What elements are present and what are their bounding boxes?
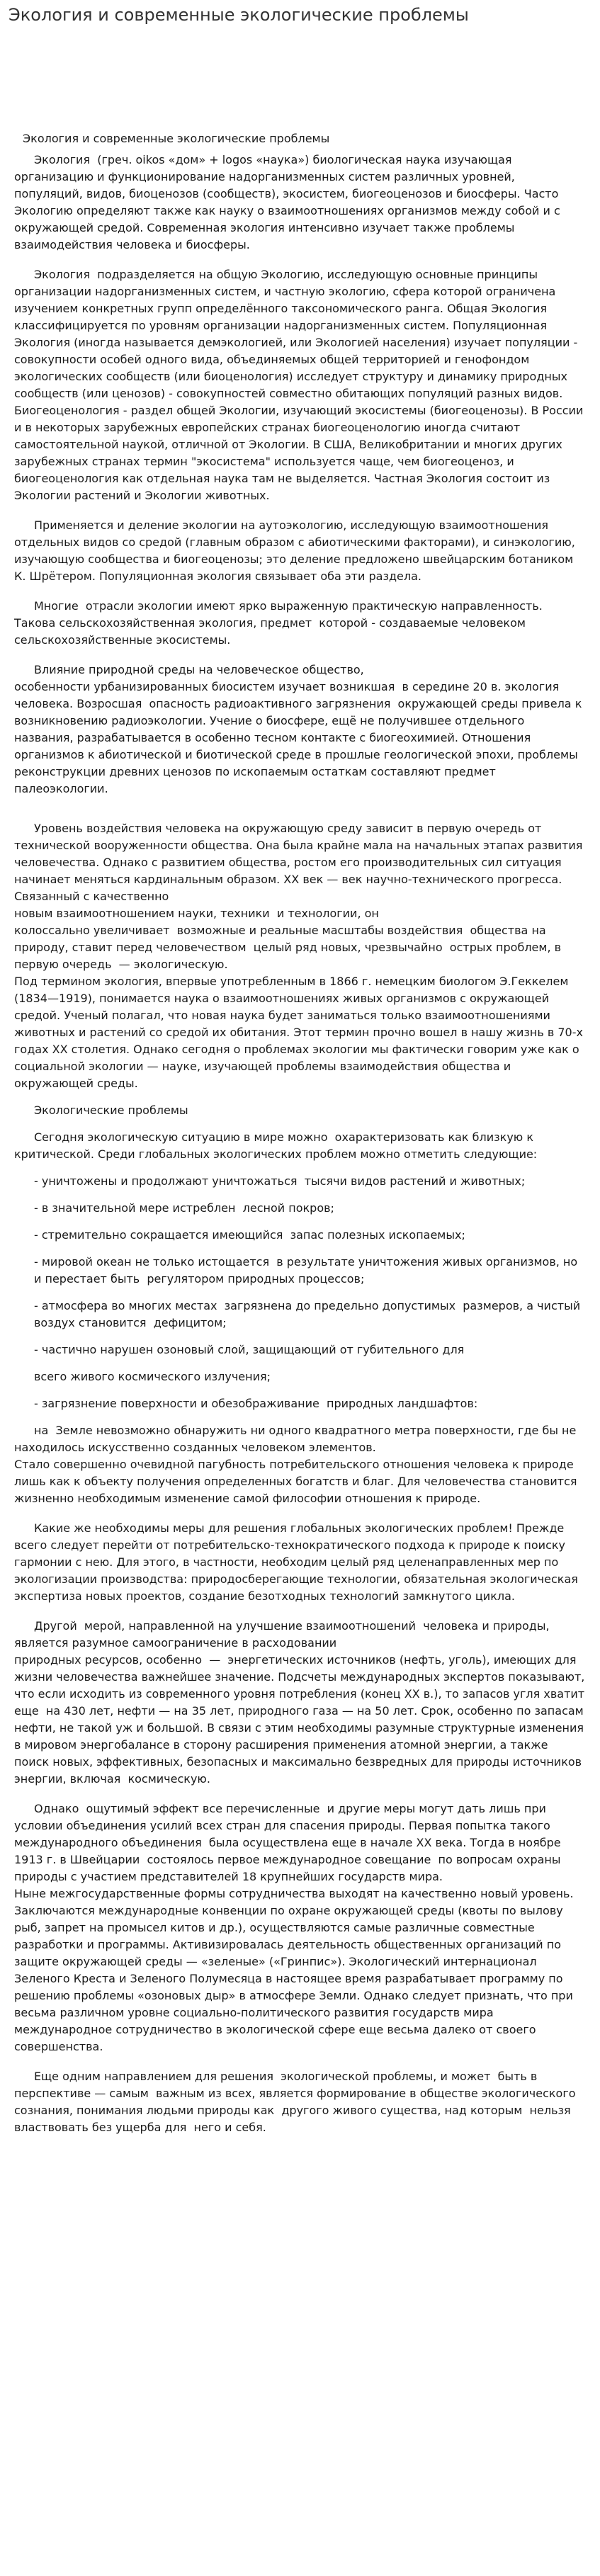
paragraph-2: Экология подразделяется на общую Экологию, исследующую основные принципы организации надорганизменных систем, и частную экологию, сфера которой ограничена изучением конкретных групп определённого таксономического ранга. Общая Экология классифицируется по уровням организации надорганизменных систем. Популяционная Экология (иногда называется демэкологией, или Экологией населения) изучает популяции - совокупности особей одного вида, объединяемых общей территорией и генофондом экологических сообществ (или биоценология) исследует структуру и динамику природных сообществ (или ценозов) - совокупностей совместно обитающих популяций разных видов. Биогеоценология - раздел общей Экологии, изучающий экосистемы (биогеоценозы). В России и в некоторых зарубежных европейских странах биогеоценологию иногда считают самостоятельной наукой, отличной от Экологии. В США, Великобритании и многих других зарубежных странах термин "экосистема" используется чаще, чем биогеоценоз, и биогеоценология как отдельная наука там не выделяется. Частная Экология состоит из Экологии растений и Экологии животных. (14, 268, 587, 502)
closing-paragraph-3: Другой мерой, направленной на улучшение взаимоотношений человека и природы, является разумное самоограничение в расходовании природных ресурсов, особенно — энергетических источников (нефть, уголь), имеющих для жизни человечества важнейшее значение. Подсчеты международных экспертов показывают, что если исходить из современного уровня потребления (конец XX в.), то запасов угля хватит еще на 430 лет, нефти — на 35 лет, природного газа — на 50 лет. Срок, особенно по запасам нефти, не такой уж и большой. В связи с этим необходимы разумные структурные изменения в мировом энергобалансе в сторону расширения применения атомной энергии, а также поиск новых, эффективных, безопасных и максимально безвредных для природы источников энергии, включая космическую. (14, 1619, 585, 1786)
article-body (0, 25, 600, 2136)
paragraph-6: Уровень воздействия человека на окружающую среду зависит в первую очередь от технической вооруженности общества. Она была крайне мала на начальных этапах развития человечества. Однако с развитием общества, ростом его производительных сил ситуация начинает меняться кардинальным образом. XX век — век научно-технического прогресса. Связанный с качественно новым взаимоотношением науки, техники и технологии, он колоссально увеличивает возможные и реальные масштабы воздействия общества на природу, ставит перед человечеством целый ряд новых, чрезвычайно острых проблем, в первую очередь — экологическую. (14, 822, 583, 971)
list-item: - в значительной мере истреблен лесной покров; (34, 1201, 334, 1215)
problems-intro: Сегодня экологическую ситуацию в мире можно охарактеризовать как близкую к критической. Среди глобальных экологических проблем можно отметить следующие: (14, 1130, 538, 1161)
problems-heading: Экологические проблемы (34, 1103, 188, 1117)
closing-paragraph-1: на Земле невозможно обнаружить ни одного квадратного метра поверхности, где бы не находилось искусственно созданных человеком элементов. Стало совершенно очевидной пагубность потребительского отношения человека к природе лишь как к объекту получения определенных богатств и благ. Для человечества становится жизненно необходимым изменение самой философии отношения к природе. (14, 1424, 577, 1505)
paragraph-5: Влияние природной среды на человеческое общество, особенности урбанизированных биосистем изучает возникшая в середине 20 в. экология человека. Возросшая опасность радиоактивного загрязнения окружающей среды привела к возникновению радиоэкологии. Учение о биосфере, ещё не получившее отдельного названия, разрабатывается в особенно тесном контакте с биогеохимией. Отношения организмов к абиотической и биотической среде в прошлые геологической эпохи, проблемы реконструкции древних ценозов по ископаемым остаткам составляют предмет палеоэкологии. (14, 663, 582, 795)
paragraph-1: Экология (греч. oikos «дом» + logos «наука») биологическая наука изучающая организацию и функционирование надорганизменных систем различных уровней, популяций, видов, биоценозов (сообществ), экосистем, биогеоценозов и биосферы. Часто Экологию определяют также как науку о взаимоотношениях организмов между собой и с окружающей средой. Современная экология интенсивно изучает также проблемы взаимодействия человека и биосферы. (14, 153, 564, 251)
paragraph-4: Многие отрасли экологии имеют ярко выраженную практическую направленность. Такова сельскохозяйственная экология, предмет которой - создаваемые человеком сельскохозяйственные экосистемы. (14, 599, 546, 647)
paragraph-7: Под термином экология, впервые употребленным в 1866 г. немецким биологом Э.Геккелем (1834—1919), понимается наука о взаимоотношениях живых организмов с окружающей средой. Ученый полагал, что новая наука будет заниматься только взаимоотношениями животных и растений со средой их обитания. Этот термин прочно вошел в нашу жизнь в 70-х годах XX столетия. Однако сегодня о проблемах экологии мы фактически говорим уже как о социальной экологии — науке, изучающей проблемы взаимодействия общества и окружающей среды. (14, 975, 587, 1090)
list-item: - атмосфера во многих местах загрязнена до предельно допустимых размеров, а чистый воздух становится дефицитом; (34, 1299, 584, 1329)
list-item: - стремительно сокращается имеющийся запас полезных ископаемых; (34, 1228, 465, 1242)
closing-paragraph-2: Какие же необходимы меры для решения глобальных экологических проблем! Прежде всего следует перейти от потребительско-технократического подхода к природе к поиску гармонии с нею. Для этого, в частности, необходим целый ряд целенаправленных мер по экологизации производства: природосберегающие технологии, обязательная экологическая экспертиза новых проектов, создание безотходных технологий замкнутого цикла. (14, 1521, 582, 1603)
closing-paragraph-5: Еще одним направлением для решения экологической проблемы, и может быть в перспективе — самым важным из всех, является формирование в обществе экологического сознания, понимания людьми природы как другого живого существа, над которым нельзя властвовать без ущерба для него и себя. (14, 2070, 579, 2134)
list-item: - частично нарушен озоновый слой, защищающий от губительного для (34, 1343, 465, 1356)
section-heading: Экология и современные экологические проблемы (23, 132, 330, 145)
list-item: - уничтожены и продолжают уничтожаться тысячи видов растений и животных; (34, 1174, 526, 1188)
closing-paragraph-4: Однако ощутимый эффект все перечисленные и другие меры могут дать лишь при условии объединения усилий всех стран для спасения природы. Первая попытка такого международного объединения была осуществлена еще в начале XX века. Тогда в ноябре 1913 г. в Швейцарии состоялось первое международное совещание по вопросам охраны природы с участием представителей 18 крупнейших государств мира. Ныне межгосударственные формы сотрудничества выходят на качественно новый уровень. Заключаются международные конвенции по охране окружающей среды (квоты по вылову рыб, запрет на промысел китов и др.), осуществляются самые различные совместные разработки и программы. Активизировалась деятельность общественных организаций по защите окружающей среды — «зеленые» («Гринпис»). Экологический интернационал Зеленого Креста и Зеленого Полумесяца в настоящее время разрабатывает программу по решению проблемы «озоновых дыр» в атмосфере Земли. Однако следует признать, что при весьма различном уровне социально-политического развития государств мира международное сотрудничество в экологической сфере еще весьма далеко от своего совершенства. (14, 1802, 574, 2053)
list-item: - загрязнение поверхности и обезображивание природных ландшафтов: (34, 1397, 478, 1410)
list-item: всего живого космического излучения; (34, 1370, 271, 1383)
paragraph-3: Применяется и деление экологии на аутоэкологию, исследующую взаимоотношения отдельных видов со средой (главным образом с абиотическими факторами), и синэкологию, изучающую сообщества и биогеоценозы; это деление предложено швейцарским ботаником К. Шрётером. Популяционная экология связывает оба эти раздела. (14, 518, 579, 583)
list-item: - мировой океан не только истощается в результате уничтожения живых организмов, но и перестает быть регулятором природных процессов; (34, 1255, 582, 1286)
page-title: Экология и современные экологические проблемы (9, 5, 469, 25)
